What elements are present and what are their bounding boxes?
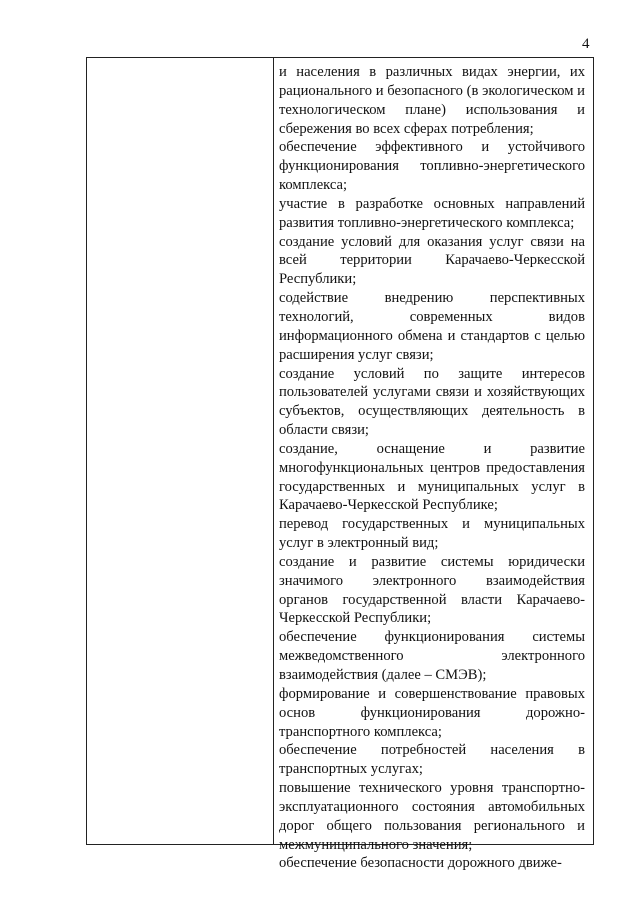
function-entry: и населения в различных видах энергии, их рационального и безопасного (в экологическом и технологическом плане) использования и сбережения во всех сферах потребления;	[279, 64, 585, 137]
table-right-cell	[279, 63, 585, 873]
function-entry: формирование и совершенствование правовых основ функционирования дорожно-транспортного комплекса;	[279, 685, 585, 740]
function-entry: участие в разработке основных направлений развития топливно-энергетического комплекса;	[279, 195, 585, 231]
function-entry: создание, оснащение и развитие многофункциональных центров предоставления государственных и муниципальных услуг в Карачаево-Черкесской Республике;	[279, 440, 585, 514]
function-entry: создание условий для оказания услуг связи на всей территории Карачаево-Черкесской Республики;	[279, 233, 585, 288]
document-table	[86, 57, 594, 872]
function-entry: обеспечение эффективного и устойчивого функционирования топливно-энергетического комплекса;	[279, 139, 585, 194]
table-column-divider	[273, 58, 274, 844]
function-entry: создание и развитие системы юридически значимого электронного взаимодействия органов государственной власти Карачаево-Черкесской Республики;	[279, 553, 585, 627]
function-entry: перевод государственных и муниципальных услуг в электронный вид;	[279, 516, 585, 552]
function-entry: обеспечение функционирования системы межведомственного электронного взаимодействия (далее – СМЭВ);	[279, 629, 585, 683]
page-number: 4	[582, 36, 590, 52]
table-left-cell	[87, 58, 273, 844]
function-entry: обеспечение потребностей населения в транспортных услугах;	[279, 742, 585, 778]
function-entry: повышение технического уровня транспортно-эксплуатационного состояния автомобильных дорог общего пользования регионального и межмуниципального значения;	[279, 780, 585, 853]
function-entry: содействие внедрению перспективных технологий, современных видов информационного обмена и стандартов с целью расширения услуг связи;	[279, 290, 585, 363]
function-entry: обеспечение безопасности дорожного движе-	[279, 855, 562, 872]
function-entry: создание условий по защите интересов пользователей услугами связи и хозяйствующих субъектов, осуществляющих деятельность в области связи;	[279, 365, 585, 439]
